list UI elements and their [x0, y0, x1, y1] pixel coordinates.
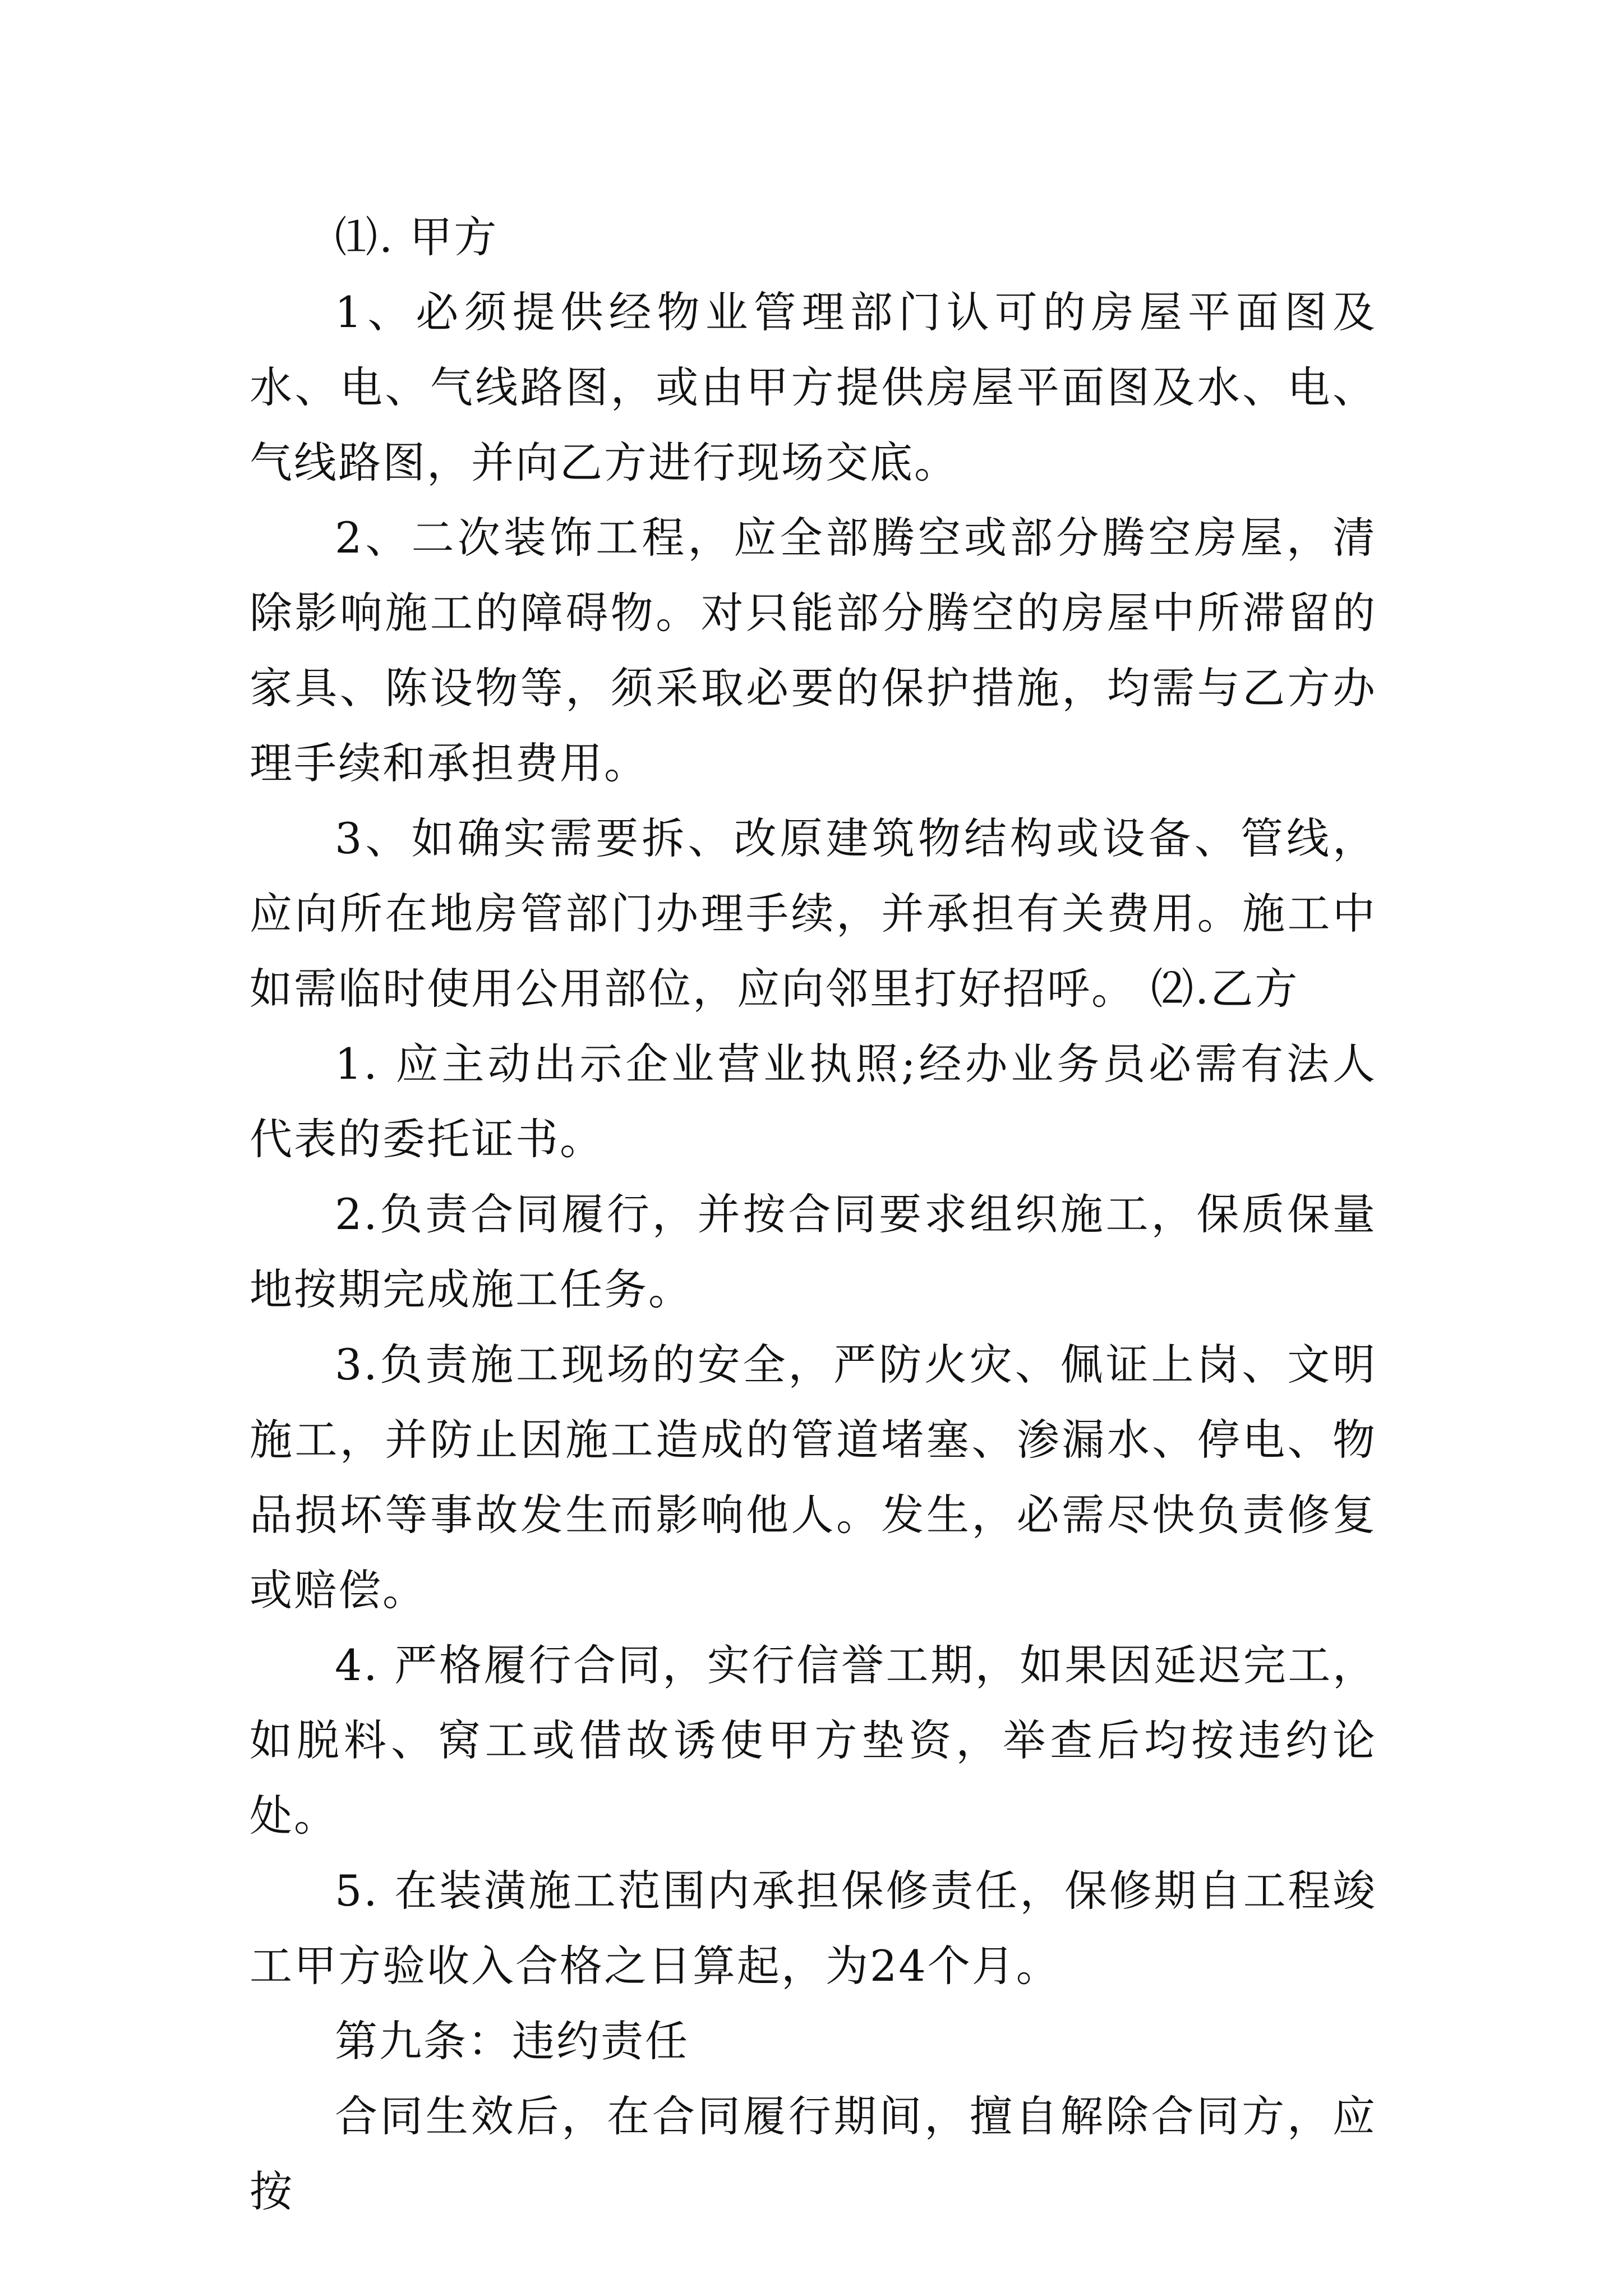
paragraph: 2、二次装饰工程，应全部腾空或部分腾空房屋，清除影响施工的障碍物。对只能部分腾空的房屋中所滞留的家具、陈设物等，须采取必要的保护措施，均需与乙方办理手续和承担费用。: [250, 513, 1377, 788]
paragraph: 5. 在装潢施工范围内承担保修责任，保修期自工程竣工甲方验收入合格之日算起，为24个月。: [250, 1866, 1377, 1991]
section-heading-party-a: ⑴. 甲方: [335, 212, 499, 262]
document-body: [250, 200, 1377, 2229]
article-heading: 第九条：违约责任: [335, 2016, 689, 2066]
paragraph: 3.负责施工现场的安全，严防火灾、佩证上岗、文明施工，并防止因施工造成的管道堵塞、渗漏水、停电、物品损坏等事故发生而影响他人。发生，必需尽快负责修复或赔偿。: [250, 1340, 1377, 1615]
paragraph: 1、必须提供经物业管理部门认可的房屋平面图及水、电、气线路图，或由甲方提供房屋平面图及水、电、气线路图，并向乙方进行现场交底。: [250, 287, 1377, 487]
paragraph: 3、如确实需要拆、改原建筑物结构或设备、管线，应向所在地房管部门办理手续，并承担有关费用。施工中如需临时使用公用部位，应向邻里打好招呼。 ⑵.乙方: [250, 813, 1377, 1014]
paragraph: 合同生效后，在合同履行期间，擅自解除合同方，应按: [250, 2091, 1377, 2216]
paragraph: 2.负责合同履行，并按合同要求组织施工，保质保量地按期完成施工任务。: [250, 1189, 1377, 1314]
paragraph: 1. 应主动出示企业营业执照;经办业务员必需有法人代表的委托证书。: [250, 1039, 1377, 1164]
paragraph: 4. 严格履行合同，实行信誉工期，如果因延迟完工，如脱料、窝工或借故诱使甲方垫资，举查后均按违约论处。: [250, 1640, 1377, 1841]
